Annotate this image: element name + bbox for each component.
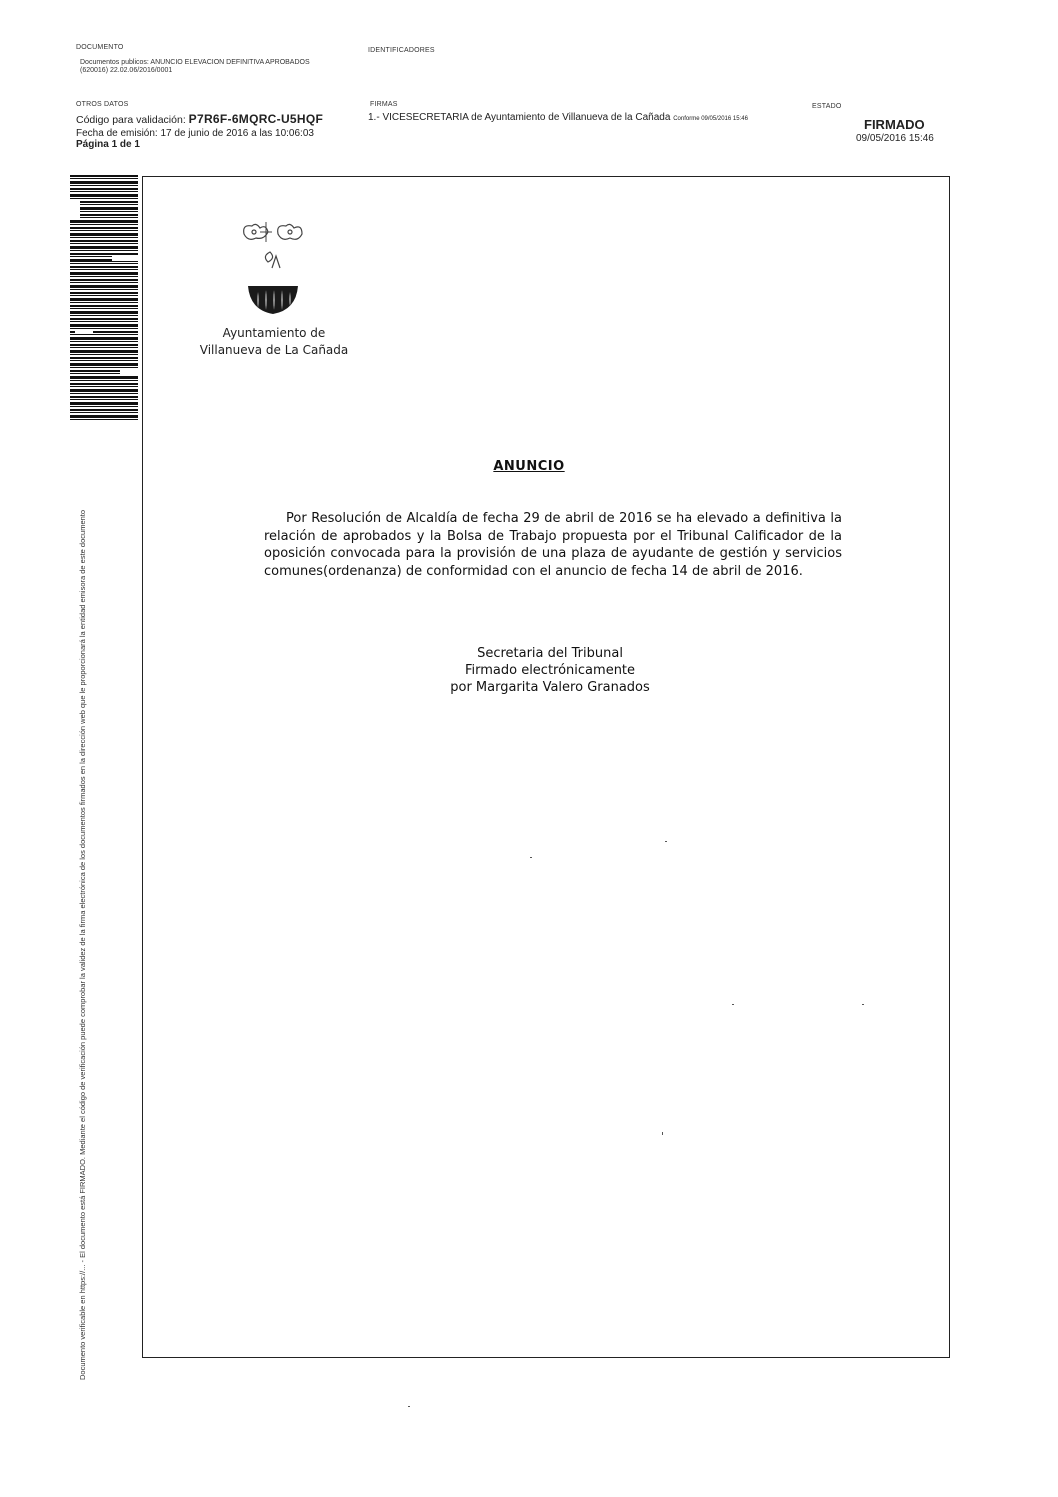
- otros-datos-label: OTROS DATOS: [76, 101, 129, 108]
- signature-role: Secretaria del Tribunal: [477, 646, 623, 661]
- barcode: [70, 175, 138, 420]
- emission-date: Fecha de emisión: 17 de junio de 2016 a las 10:06:03: [76, 128, 314, 139]
- page-count: Página 1 de 1: [76, 139, 140, 150]
- documento-label: DOCUMENTO: [76, 44, 124, 51]
- announcement-title: ANUNCIO: [493, 459, 565, 474]
- status-date: 09/05/2016 15:46: [856, 133, 934, 144]
- status-badge: FIRMADO: [864, 117, 925, 132]
- validation-code: [76, 112, 323, 126]
- validation-code-label: Código para validación:: [76, 114, 186, 126]
- verification-side-note: Documento verificable en https://... - El documento está FIRMADO. Mediante el código de verificación puede comprobar la validez de la firma electrónica de los documentos firmados en la dirección web que le proporcionará la entidad emisora de este documento: [78, 509, 87, 1380]
- signature-method: Firmado electrónicamente: [464, 663, 636, 678]
- identificadores-label: IDENTIFICADORES: [368, 47, 435, 54]
- documento-value: Documentos publicos: ANUNCIO ELEVACION DEFINITIVA APROBADOS (620016) 22.02.06/2016/0001: [80, 59, 310, 74]
- signature-signer: 1.- VICESECRETARIA de Ayuntamiento de Villanueva de la Cañada: [368, 112, 671, 123]
- signature-line: [368, 112, 748, 123]
- municipality-name-line2: Villanueva de La Cañada: [199, 343, 349, 357]
- municipal-coat-of-arms-icon: [232, 218, 314, 322]
- validation-code-value: P7R6F-6MQRC-U5HQF: [188, 112, 324, 126]
- municipality-name-line1: Ayuntamiento de: [222, 326, 326, 340]
- firmas-label: FIRMAS: [370, 101, 398, 108]
- estado-label: ESTADO: [812, 103, 842, 110]
- signature-signer-name: por Margarita Valero Granados: [450, 680, 650, 695]
- announcement-body: Por Resolución de Alcaldía de fecha 29 de abril de 2016 se ha elevado a definitiva la relación de aprobados y la Bolsa de Trabajo propuesta por el Tribunal Calificador de la oposición convocada para la provisión de una plaza de ayudante de gestión y servicios comunes(ordenanza) de conformidad con el anuncio de fecha 14 de abril de 2016.: [264, 511, 842, 579]
- signature-status: Conforme 09/05/2016 15:46: [673, 116, 748, 122]
